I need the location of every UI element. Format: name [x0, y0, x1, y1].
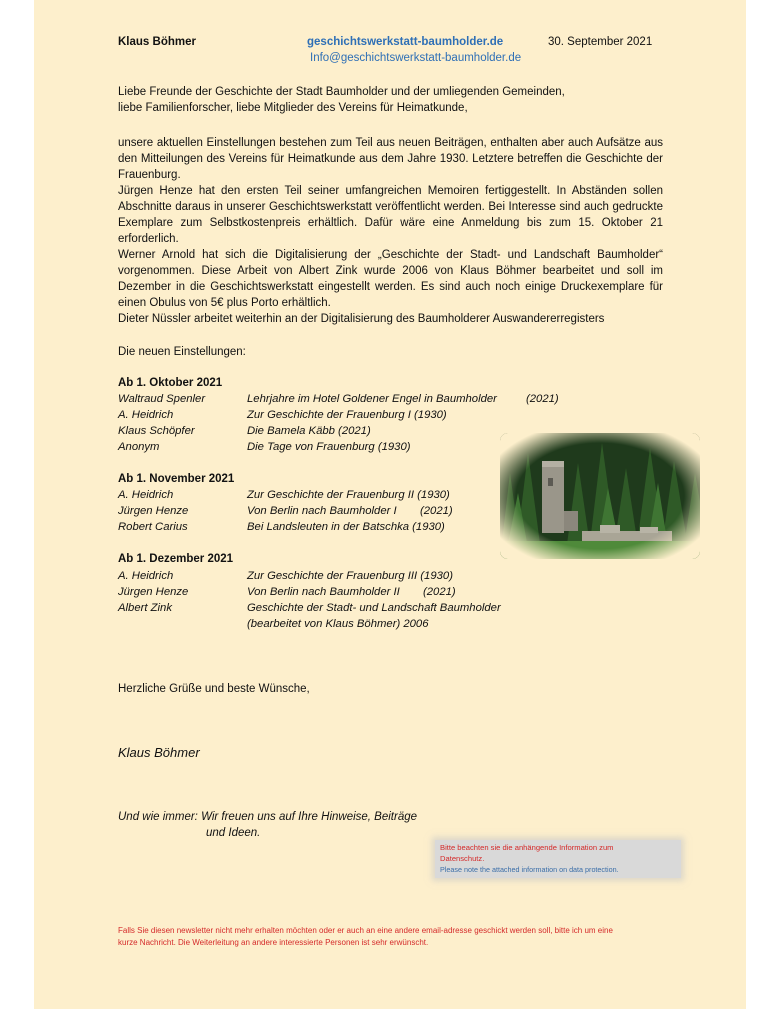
entry-author: A. Heidrich	[118, 409, 174, 421]
entry-author: A. Heidrich	[118, 570, 174, 582]
entry-author: Robert Carius	[118, 521, 188, 533]
postscript-line-1: Und wie immer: Wir freuen uns auf Ihre Hinweise, Beiträge	[118, 811, 418, 823]
entry-year: (2021)	[526, 393, 559, 405]
header-author: Klaus Böhmer	[118, 36, 196, 48]
section-heading-november: Ab 1. November 2021	[118, 473, 235, 485]
list-intro: Die neuen Einstellungen:	[118, 346, 246, 358]
entry-title: Die Bamela Käbb (2021)	[247, 425, 371, 437]
entry-author: Klaus Schöpfer	[118, 425, 195, 437]
greeting-line-1: Liebe Freunde der Geschichte der Stadt Baumholder und der umliegenden Gemeinden,	[118, 86, 565, 98]
entry-title: Von Berlin nach Baumholder II	[247, 586, 400, 598]
entry-title: Zur Geschichte der Frauenburg III (1930)	[247, 570, 453, 582]
section-heading-december: Ab 1. Dezember 2021	[118, 553, 234, 565]
greeting-line-2: liebe Familienforscher, liebe Mitglieder des Vereins für Heimatkunde,	[118, 102, 468, 114]
header-email-link[interactable]: Info@geschichtswerkstatt-baumholder.de	[310, 52, 522, 64]
entry-author: Waltraud Spenler	[118, 393, 206, 405]
entry-title: Lehrjahre im Hotel Goldener Engel in Baumholder	[247, 393, 497, 405]
entry-title: Bei Landsleuten in der Batschka (1930)	[247, 521, 445, 533]
paragraph-3: Werner Arnold hat sich die Digitalisierung der „Geschichte der Stadt- und Landschaft Baumholder“ vorgenommen. Diese Arbeit von Albert Zink wurde 2006 von Klaus Böhmer bearbeitet und soll im Dezember in die Geschichtswerkstatt eingestellt werden. Es sind auch noch einige Druckexemplare für einen Obulus von 5€ plus Porto erhältlich.	[118, 249, 663, 309]
paragraph-4: Dieter Nüssler arbeitet weiterhin an der Digitalisierung des Baumholderer Auswandererregisters	[118, 313, 605, 325]
notice-line-1: Bitte beachten sie die anhängende Information zum	[440, 843, 614, 852]
entry-title: Die Tage von Frauenburg (1930)	[247, 441, 411, 453]
header-date: 30. September 2021	[548, 36, 653, 48]
signature: Klaus Böhmer	[118, 745, 200, 760]
footer-note	[118, 925, 673, 949]
data-protection-notice	[435, 840, 681, 878]
frauenburg-photo	[500, 433, 700, 559]
header-website-link[interactable]: geschichtswerkstatt-baumholder.de	[307, 36, 504, 48]
postscript-line-2: und Ideen.	[206, 827, 261, 839]
entry-author: Albert Zink	[118, 602, 172, 614]
footer-line-2: kurze Nachricht. Die Weiterleitung an andere interessierte Personen ist sehr erwünscht.	[118, 938, 429, 947]
body-paragraphs	[118, 135, 663, 327]
paragraph-1: unsere aktuellen Einstellungen bestehen zum Teil aus neuen Beiträgen, enthalten aber auch Aufsätze aus den Mitteilungen des Vereins für Heimatkunde aus dem Jahre 1930. Letztere betreffen die Geschichte der Frauenburg.	[118, 137, 663, 181]
closing-line: Herzliche Grüße und beste Wünsche,	[118, 683, 310, 695]
entry-year: (2021)	[423, 586, 456, 598]
entry-year: (2021)	[420, 505, 453, 517]
footer-line-1: Falls Sie diesen newsletter nicht mehr erhalten möchten oder er auch an eine andere email-adresse geschickt werden soll, bitte ich um eine	[118, 926, 613, 935]
notice-line-3: Please note the attached information on data protection.	[440, 865, 619, 874]
forest-tower-illustration	[500, 433, 700, 559]
section-heading-october: Ab 1. Oktober 2021	[118, 377, 223, 389]
entry-title: Zur Geschichte der Frauenburg I (1930)	[247, 409, 447, 421]
entry-title-continued: (bearbeitet von Klaus Böhmer) 2006	[247, 618, 429, 630]
paragraph-2: Jürgen Henze hat den ersten Teil seiner umfangreichen Memoiren fertiggestellt. In Abständen sollen Abschnitte daraus in unserer Geschichtswerkstatt veröffentlicht werden. Bei Interesse sind auch gedruckte Exemplare zum Selbstkostenpreis erhältlich. Dafür wäre eine Anmeldung bis zum 15. Oktober 21 erforderlich.	[118, 185, 663, 245]
entry-title: Zur Geschichte der Frauenburg II (1930)	[247, 489, 450, 501]
entry-title: Geschichte der Stadt- und Landschaft Baumholder	[247, 602, 501, 614]
entry-title: Von Berlin nach Baumholder I	[247, 505, 397, 517]
entry-author: Jürgen Henze	[118, 586, 189, 598]
entry-author: A. Heidrich	[118, 489, 174, 501]
entry-author: Jürgen Henze	[118, 505, 189, 517]
entry-author: Anonym	[118, 441, 160, 453]
notice-line-2: Datenschutz.	[440, 854, 485, 863]
